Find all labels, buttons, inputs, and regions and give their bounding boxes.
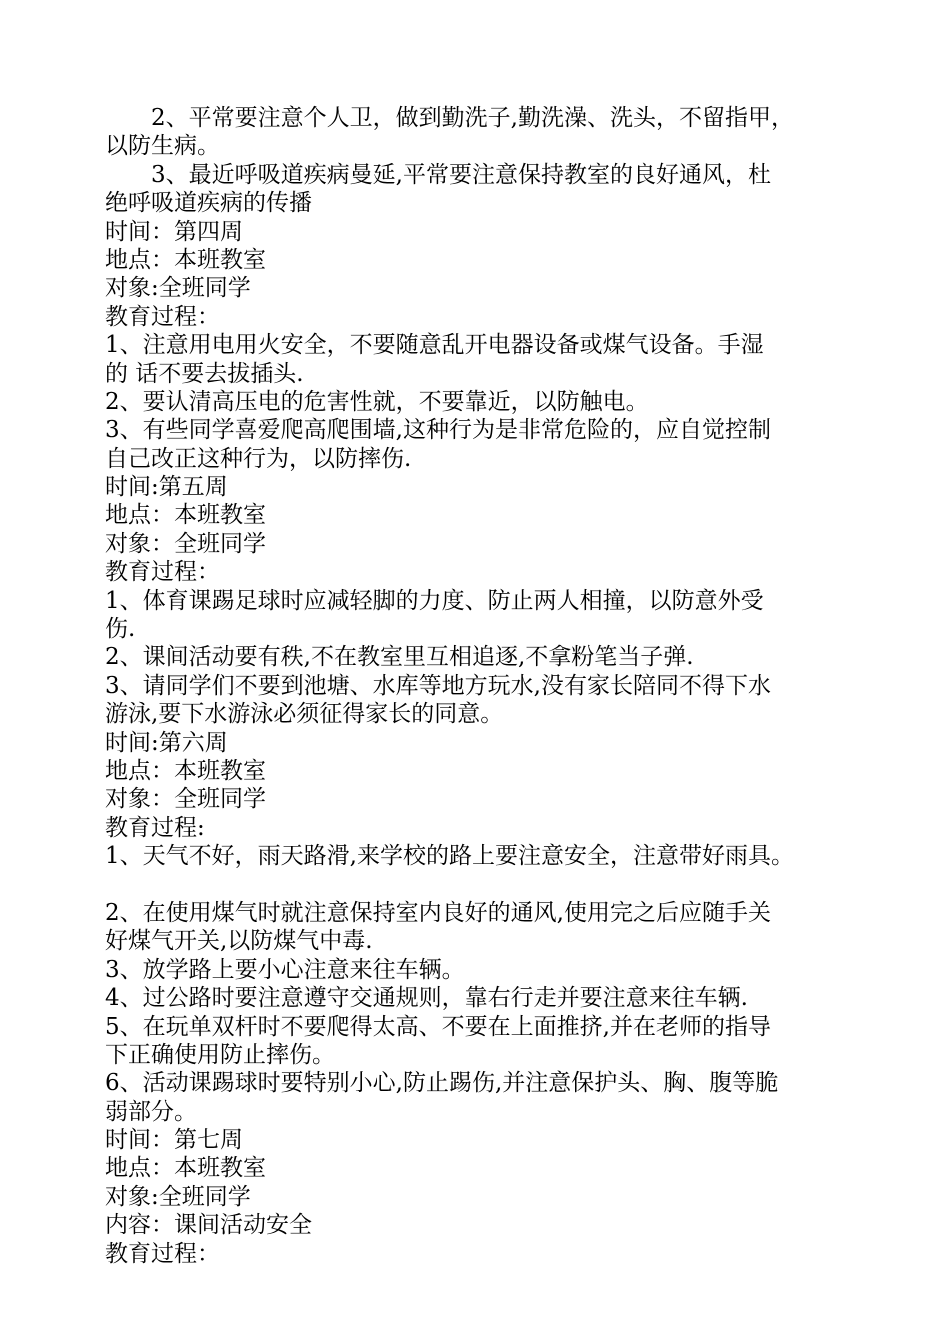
blank-line	[105, 871, 860, 899]
text-line: 3、放学路上要小心注意来往车辆。	[105, 956, 465, 983]
week-heading-time: 时间：第七周	[105, 1127, 243, 1154]
text-line: 2、平常要注意个人卫，做到勤洗子,勤洗澡、洗头，不留指甲，	[105, 105, 794, 131]
text-line: 2、要认清高压电的危害性就，不要靠近，以防触电。	[105, 388, 649, 415]
text-line: 6、活动课踢球时要特别小心,防止踢伤,并注意保护头、胸、腹等脆	[105, 1070, 779, 1097]
text-line: 4、过公路时要注意遵守交通规则，靠右行走并要注意来往车辆.	[105, 985, 748, 1012]
text-line: 好煤气开关,以防煤气中毒.	[105, 928, 373, 955]
text-line: 3、最近呼吸道疾病曼延,平常要注意保持教室的良好通风，杜	[105, 161, 771, 188]
week-heading-time: 时间：第四周	[105, 218, 243, 245]
audience-line: 对象：全班同学	[105, 786, 266, 813]
text-line: 伤.	[105, 616, 136, 643]
text-line: 1、天气不好，雨天路滑,来学校的路上要注意安全，注意带好雨具。	[105, 843, 794, 870]
text-line: 自己改正这种行为，以防摔伤.	[105, 445, 412, 472]
location-line: 地点：本班教室	[105, 502, 266, 529]
text-line: 弱部分。	[105, 1098, 197, 1125]
audience-line: 对象:全班同学	[105, 275, 251, 302]
process-heading: 教育过程：	[105, 559, 220, 586]
text-line: 以防生病。	[105, 133, 220, 160]
text-line: 绝呼吸道疾病的传播	[105, 190, 312, 217]
process-heading: 教育过程：	[105, 303, 220, 330]
text-line: 2、在使用煤气时就注意保持室内良好的通风,使用完之后应随手关	[105, 899, 771, 926]
document-page	[105, 104, 860, 1268]
process-heading: 教育过程：	[105, 1240, 220, 1267]
location-line: 地点：本班教室	[105, 757, 266, 784]
content-line: 内容：课间活动安全	[105, 1212, 312, 1239]
audience-line: 对象:全班同学	[105, 1183, 251, 1210]
text-line: 5、在玩单双杆时不要爬得太高、不要在上面推挤,并在老师的指导	[105, 1013, 771, 1040]
week-heading-time: 时间:第五周	[105, 474, 228, 501]
process-heading: 教育过程:	[105, 814, 205, 841]
text-line: 游泳,要下水游泳必须征得家长的同意。	[105, 701, 504, 728]
text-line: 2、课间活动要有秩,不在教室里互相追逐,不拿粉笔当子弹.	[105, 644, 694, 671]
audience-line: 对象：全班同学	[105, 530, 266, 557]
location-line: 地点：本班教室	[105, 1155, 266, 1182]
text-line: 1、注意用电用火安全，不要随意乱开电器设备或煤气设备。手湿	[105, 332, 764, 359]
location-line: 地点：本班教室	[105, 246, 266, 273]
text-line: 下正确使用防止摔伤。	[105, 1041, 335, 1068]
text-line: 的 话不要去拔插头.	[105, 360, 304, 387]
text-line: 1、体育课踢足球时应减轻脚的力度、防止两人相撞，以防意外受	[105, 587, 764, 614]
week-heading-time: 时间:第六周	[105, 729, 228, 756]
text-line: 3、请同学们不要到池塘、水库等地方玩水,没有家长陪同不得下水	[105, 672, 771, 699]
text-line: 3、有些同学喜爱爬高爬围墙,这种行为是非常危险的，应自觉控制	[105, 417, 771, 444]
